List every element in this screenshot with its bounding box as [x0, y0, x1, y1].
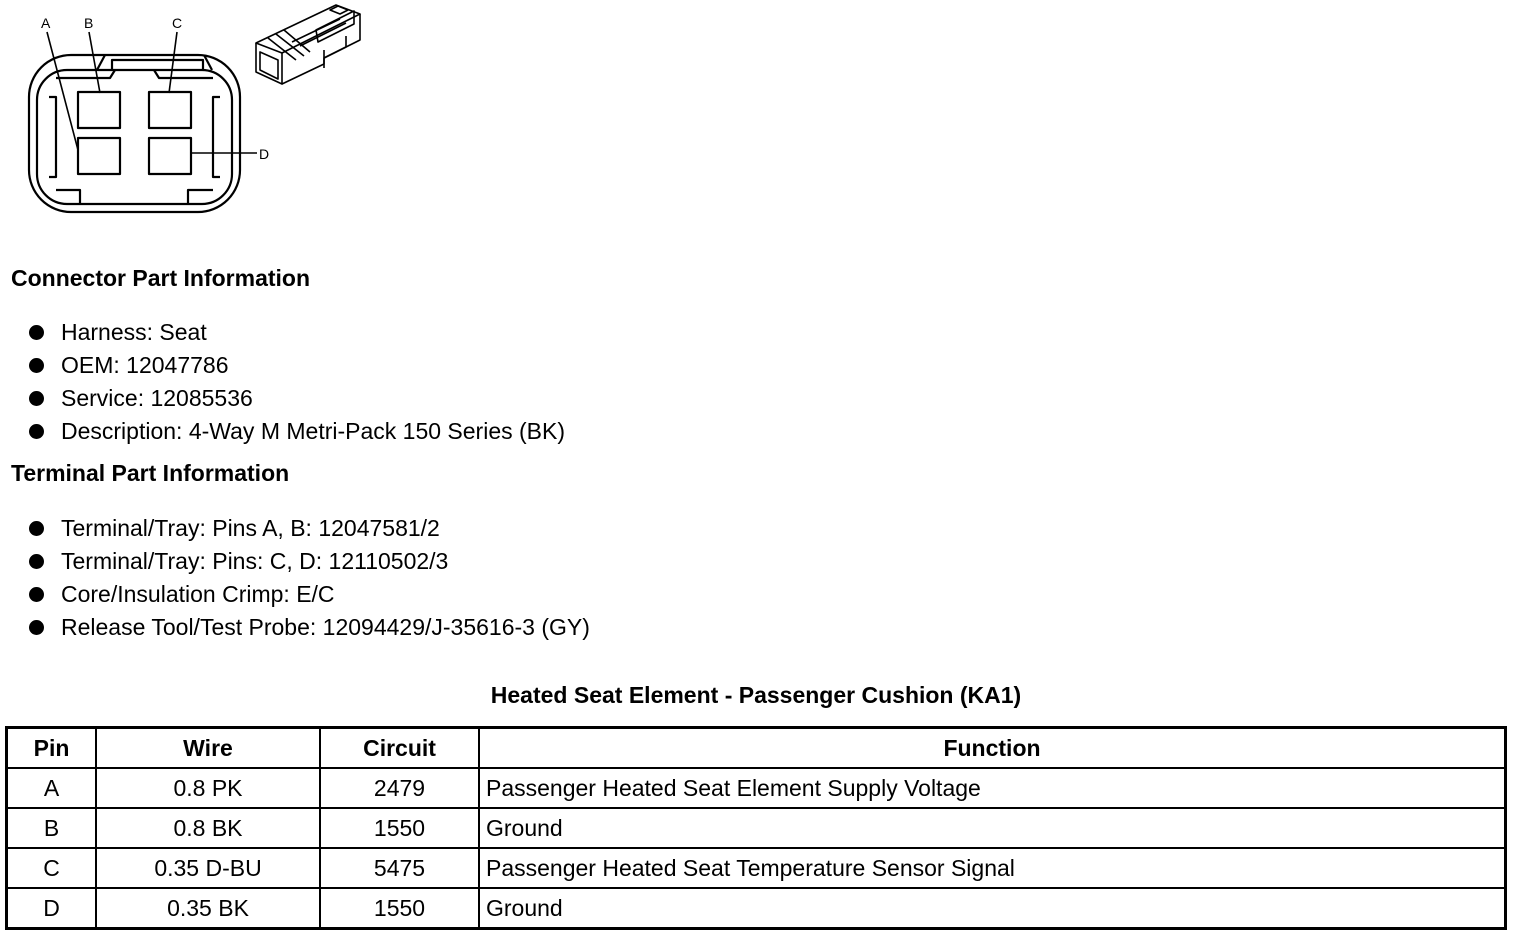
- label-c: C: [172, 15, 183, 31]
- cell-circuit: 2479: [320, 768, 479, 808]
- label-d: D: [259, 146, 270, 162]
- list-item: [0, 383, 565, 416]
- cell-pin: A: [7, 768, 97, 808]
- list-item-text: Harness: Seat: [61, 319, 207, 345]
- connector-part-info-heading: Connector Part Information: [11, 265, 311, 291]
- cell-function: Passenger Heated Seat Temperature Sensor Signal: [479, 848, 1506, 888]
- list-item-text: Core/Insulation Crimp: E/C: [61, 581, 335, 607]
- cell-function: Passenger Heated Seat Element Supply Voltage: [479, 768, 1506, 808]
- bullet-icon: [29, 391, 44, 406]
- cavity-b: [78, 92, 120, 128]
- list-item: [0, 317, 565, 350]
- list-item-text: OEM: 12047786: [61, 352, 229, 378]
- bullet-icon: [29, 521, 44, 536]
- bullet-icon: [29, 587, 44, 602]
- list-item-text: Terminal/Tray: Pins: C, D: 12110502/3: [61, 548, 449, 574]
- bullet-icon: [29, 620, 44, 635]
- list-item: [0, 579, 590, 612]
- terminal-part-info-list: [0, 513, 590, 645]
- cell-wire: 0.35 BK: [96, 888, 320, 929]
- list-item: [0, 612, 590, 645]
- list-item-text: Description: 4-Way M Metri-Pack 150 Series (BK): [61, 418, 566, 444]
- cell-circuit: 1550: [320, 808, 479, 848]
- table-caption: Heated Seat Element - Passenger Cushion (KA1): [490, 682, 1022, 708]
- label-a: A: [41, 15, 51, 31]
- bullet-icon: [29, 554, 44, 569]
- table-row: [7, 848, 1506, 888]
- cell-circuit: 5475: [320, 848, 479, 888]
- connector-diagram: [0, 0, 380, 225]
- header-wire: Wire: [96, 728, 320, 769]
- cell-function: Ground: [479, 808, 1506, 848]
- cell-function: Ground: [479, 888, 1506, 929]
- connector-face-view: [29, 15, 269, 212]
- list-item-text: Service: 12085536: [61, 385, 253, 411]
- header-pin: Pin: [7, 728, 97, 769]
- cavity-a: [78, 138, 120, 174]
- list-item-text: Release Tool/Test Probe: 12094429/J-35616-3 (GY): [61, 614, 590, 640]
- bullet-icon: [29, 424, 44, 439]
- cell-circuit: 1550: [320, 888, 479, 929]
- cavity-d: [149, 138, 191, 174]
- cell-wire: 0.35 D-BU: [96, 848, 320, 888]
- terminal-part-info-heading: Terminal Part Information: [11, 460, 290, 486]
- table-row: [7, 768, 1506, 808]
- cell-pin: B: [7, 808, 97, 848]
- connector-isometric-illustration: [256, 5, 360, 84]
- header-function: Function: [479, 728, 1506, 769]
- cavity-c: [149, 92, 191, 128]
- header-circuit: Circuit: [320, 728, 479, 769]
- table-row: [7, 808, 1506, 848]
- bullet-icon: [29, 325, 44, 340]
- list-item-text: Terminal/Tray: Pins A, B: 12047581/2: [61, 515, 440, 541]
- table-row: [7, 888, 1506, 929]
- pinout-table: [5, 726, 1507, 930]
- table-header-row: [7, 728, 1506, 769]
- cell-pin: C: [7, 848, 97, 888]
- cell-pin: D: [7, 888, 97, 929]
- connector-part-info-list: [0, 317, 565, 449]
- bullet-icon: [29, 358, 44, 373]
- list-item: [0, 546, 590, 579]
- cell-wire: 0.8 PK: [96, 768, 320, 808]
- list-item: [0, 350, 565, 383]
- list-item: [0, 513, 590, 546]
- cell-wire: 0.8 BK: [96, 808, 320, 848]
- list-item: [0, 416, 565, 449]
- label-b: B: [84, 15, 94, 31]
